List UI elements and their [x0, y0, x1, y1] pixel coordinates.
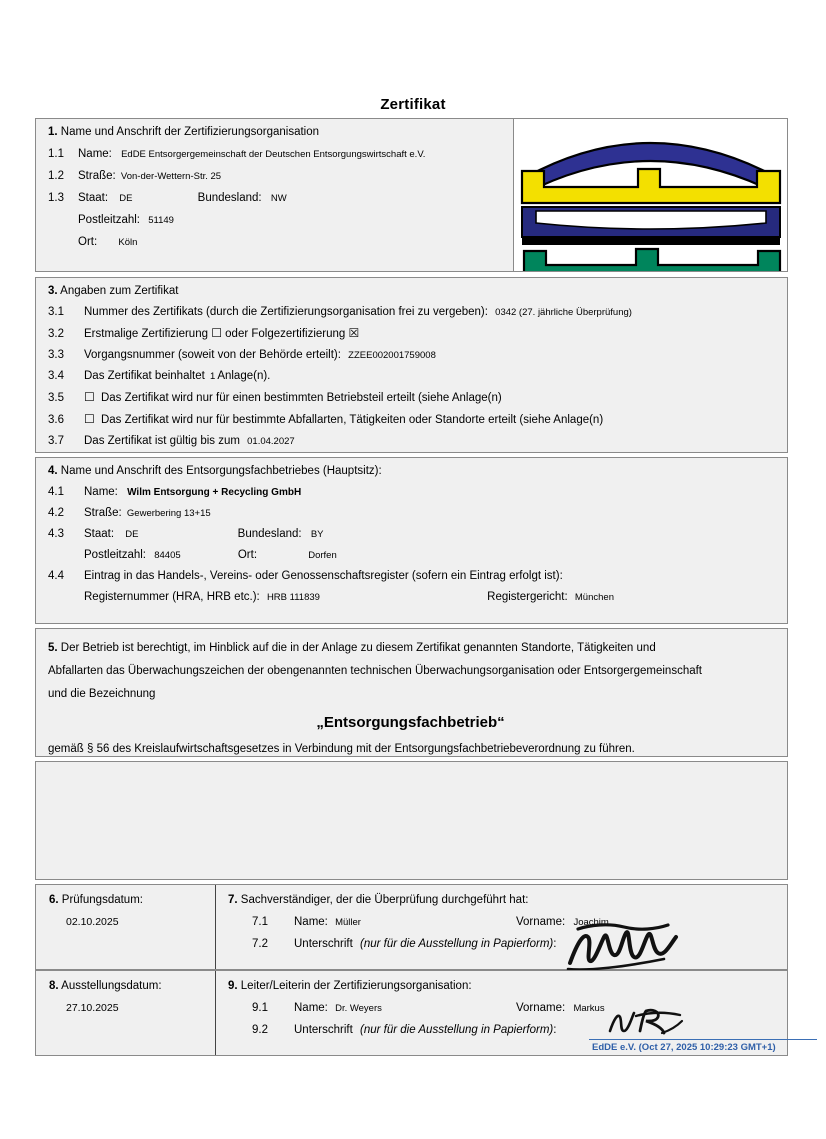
section-9-heading: [228, 980, 472, 992]
section-3-heading-text: Angaben zum Zertifikat: [57, 285, 179, 297]
row-4-4-label: Eintrag in das Handels-, Vereins- oder Genossenschaftsregister (sofern ein Eintrag erfolgt ist):: [84, 570, 563, 582]
issue-date-value: 27.10.2025: [66, 1002, 119, 1014]
row-7-2: [252, 938, 556, 950]
checkbox-specific-operating-part[interactable]: ☐: [84, 390, 95, 404]
director-name-label: Name:: [294, 1002, 328, 1014]
row-1-2: [48, 170, 425, 182]
row-1-2-number: 1.2: [48, 170, 64, 182]
section-4-heading-text: Name und Anschrift des Entsorgungsfachbetriebes (Hauptsitz):: [57, 465, 382, 477]
digital-signature-stamp: EdDE e.V. (Oct 27, 2025 10:29:23 GMT+1): [592, 1042, 776, 1053]
section-3-number: 3.: [48, 285, 58, 297]
row-3-1-value: 0342 (27. jährliche Überprüfung): [495, 307, 632, 318]
section-5-line-1-text: Der Betrieb ist berechtigt, im Hinblick auf die in der Anlage zu diesem Zertifikat genannten Standorte, Tätigkeiten und: [57, 642, 656, 654]
row-3-1: [48, 306, 787, 318]
expert-signature-note: (nur für die Ausstellung in Papierform): [360, 938, 554, 950]
row-3-1-label: Nummer des Zertifikats (durch die Zertifizierungsorganisation frei zu vergeben):: [84, 306, 488, 318]
row-3-3-value: ZZEE002001759008: [348, 350, 436, 361]
row-4-4-number: 4.4: [48, 570, 64, 582]
register-number-value: HRB 111839: [266, 592, 320, 603]
register-court-value: München: [574, 592, 614, 603]
row-3-3-label: Vorgangsnummer (soweit von der Behörde erteilt):: [84, 349, 341, 361]
row-4-3-bundesland-label: Bundesland:: [237, 528, 302, 540]
row-4-4: [48, 570, 787, 582]
row-3-6-label: Das Zertifikat wird nur für bestimmte Abfallarten, Tätigkeiten oder Standorte erteilt (siehe Anlage(n): [100, 414, 604, 426]
row-4-1-label: Name:: [84, 486, 118, 498]
row-1-3-staat-value: DE: [119, 193, 133, 204]
row-4-1-number: 4.1: [48, 486, 64, 498]
row-4-2-label: Straße:: [84, 507, 122, 519]
section-4-number: 4.: [48, 465, 58, 477]
row-4-2-number: 4.2: [48, 507, 64, 519]
section-7-heading: [228, 894, 528, 906]
row-1-2-value: Von-der-Wettern-Str. 25: [120, 171, 222, 182]
inspection-date-value: 02.10.2025: [66, 916, 119, 928]
expert-signature-label: Unterschrift: [294, 938, 353, 950]
section-6-number: 6.: [49, 894, 59, 906]
signature-divider-line: [589, 1039, 817, 1040]
row-3-7: [48, 435, 787, 447]
section-9-heading-text: Leiter/Leiterin der Zertifizierungsorganisation:: [237, 980, 472, 992]
row-4-3: [48, 528, 787, 540]
section-5-line-1: [48, 637, 773, 660]
row-1-3-bundesland-label: Bundesland:: [197, 192, 262, 204]
expert-firstname-label: Vorname:: [516, 916, 566, 928]
section-5-authorization-statement: [35, 628, 788, 757]
row-9-1: [252, 1002, 382, 1014]
row-7-1: [252, 916, 361, 928]
section-6-heading: [49, 894, 143, 906]
director-signature-note: (nur für die Ausstellung in Papierform): [360, 1024, 554, 1036]
section-4-heading: [48, 465, 787, 477]
row-3-4-count: 1: [210, 371, 216, 382]
row-4-2: [48, 507, 787, 519]
section-5-line-4: gemäß § 56 des Kreislaufwirtschaftsgesetzes in Verbindung mit der Entsorgungsfachbetriebeverordnung zu führen.: [48, 743, 635, 755]
section-8-heading: [49, 980, 162, 992]
company-plz-value: 84405: [154, 550, 181, 561]
row-4-plz-ort: [84, 549, 787, 561]
section-6-inspection-date: [36, 885, 216, 969]
row-7-1-number: 7.1: [252, 916, 268, 928]
director-handwritten-signature: [606, 1007, 692, 1037]
row-9-1-number: 9.1: [252, 1002, 268, 1014]
row-3-5-label: Das Zertifikat wird nur für einen bestimmten Betriebsteil erteilt (siehe Anlage(n): [100, 392, 502, 404]
row-4-register: [84, 591, 787, 603]
director-signature-colon: :: [553, 1024, 557, 1036]
company-ort-label: Ort:: [237, 549, 258, 561]
row-1-3-staat-label: Staat:: [78, 192, 109, 204]
director-firstname-label: Vorname:: [516, 1002, 566, 1014]
row-3-4-number: 3.4: [48, 370, 64, 382]
section-6-label: Prüfungsdatum:: [58, 894, 143, 906]
plz-value: 51149: [148, 215, 174, 226]
edde-logo-icon: [514, 119, 787, 271]
section-7-heading-text: Sachverständiger, der die Überprüfung durchgeführt hat:: [237, 894, 529, 906]
section-3-heading: [48, 285, 787, 297]
section-1-certifying-organisation: [35, 118, 788, 272]
section-9-number: 9.: [228, 980, 238, 992]
director-firstname-value: Markus: [573, 1003, 605, 1014]
plz-label: Postleitzahl:: [78, 214, 141, 226]
row-1-3-bundesland-value: NW: [270, 193, 287, 204]
row-3-4-suffix: Anlage(n).: [217, 370, 271, 382]
expert-handwritten-signature: [564, 919, 694, 971]
section-8-label: Ausstellungsdatum:: [58, 980, 162, 992]
section-4-company-address: [35, 457, 788, 624]
section-3-certificate-details: [35, 277, 788, 453]
row-9-2-number: 9.2: [252, 1024, 268, 1036]
director-signature-label: Unterschrift: [294, 1024, 353, 1036]
row-3-2-first-cert-label: Erstmalige Zertifizierung: [84, 328, 208, 340]
row-3-7-number: 3.7: [48, 435, 64, 447]
checkbox-follow-certification[interactable]: ☒: [348, 326, 360, 340]
expert-name-value: Müller: [335, 917, 361, 928]
director-name-value: Dr. Weyers: [335, 1003, 382, 1014]
row-4-1: [48, 486, 787, 498]
row-3-3-number: 3.3: [48, 349, 64, 361]
ort-value: Köln: [118, 237, 138, 248]
row-3-6-number: 3.6: [48, 414, 64, 426]
section-9-director: [216, 971, 787, 1055]
register-court-label: Registergericht:: [487, 591, 568, 603]
row-1-3-number: 1.3: [48, 192, 64, 204]
row-9-1-vorname: [516, 1002, 605, 1014]
section-7-number: 7.: [228, 894, 238, 906]
section-6-7-inspection: [35, 884, 788, 970]
row-1-1-label: Name:: [78, 148, 112, 160]
page-title: Zertifikat: [380, 96, 446, 113]
row-3-2-follow-cert-label: oder Folgezertifizierung: [225, 328, 346, 340]
section-8-issue-date: [36, 971, 216, 1055]
row-3-4: [48, 370, 787, 382]
row-3-4-prefix: Das Zertifikat beinhaltet: [84, 370, 205, 382]
blank-notes-area: [35, 761, 788, 880]
row-3-6: [48, 413, 787, 426]
company-street: Gewerbering 13+15: [126, 508, 211, 519]
company-name: Wilm Entsorgung + Recycling GmbH: [127, 487, 302, 498]
section-1-heading-text: Name und Anschrift der Zertifizierungsorganisation: [57, 126, 320, 138]
row-3-7-label: Das Zertifikat ist gültig bis zum: [84, 435, 240, 447]
section-1-text-block: [48, 126, 425, 258]
row-1-2-label: Straße:: [78, 170, 116, 182]
company-ort-value: Dorfen: [308, 550, 337, 561]
row-1-1: [48, 148, 425, 160]
row-4-3-staat-label: Staat:: [84, 528, 115, 540]
expert-signature-colon: :: [553, 938, 557, 950]
checkbox-specific-waste-types[interactable]: ☐: [84, 412, 95, 426]
row-3-2-number: 3.2: [48, 328, 64, 340]
row-3-5: [48, 391, 787, 404]
row-9-2: [252, 1024, 556, 1036]
row-1-1-number: 1.1: [48, 148, 64, 160]
expert-name-label: Name:: [294, 916, 328, 928]
row-3-1-number: 3.1: [48, 306, 64, 318]
row-4-3-number: 4.3: [48, 528, 64, 540]
expert-firstname-value: Joachim: [573, 917, 609, 928]
section-8-9-issuance: [35, 970, 788, 1056]
section-1-number: 1.: [48, 126, 58, 138]
company-country: DE: [125, 529, 139, 540]
row-3-7-valid-until: 01.04.2027: [247, 436, 295, 447]
register-number-label: Registernummer (HRA, HRB etc.):: [84, 591, 260, 603]
row-1-plz: [78, 214, 425, 226]
section-8-number: 8.: [49, 980, 59, 992]
section-5-line-3: und die Bezeichnung: [48, 688, 156, 700]
row-3-5-number: 3.5: [48, 392, 64, 404]
section-1-heading: [48, 126, 425, 138]
row-1-ort: [78, 236, 425, 248]
row-3-3: [48, 349, 787, 361]
section-7-expert: [216, 885, 787, 969]
edde-logo-panel: [513, 119, 787, 271]
section-5-number: 5.: [48, 642, 58, 654]
row-1-3: [48, 192, 425, 204]
section-5-line-2: Abfallarten das Überwachungszeichen der obengenannten technischen Überwachungsorganisation oder Entsorgergemeinschaft: [48, 665, 703, 677]
row-3-2: [48, 327, 787, 340]
ort-label: Ort:: [78, 236, 98, 248]
company-state: BY: [310, 529, 324, 540]
row-1-1-value: EdDE Entsorgergemeinschaft der Deutschen Entsorgungswirtschaft e.V.: [121, 149, 426, 160]
checkbox-first-certification[interactable]: ☐: [211, 326, 222, 340]
row-7-2-number: 7.2: [252, 938, 268, 950]
company-plz-label: Postleitzahl:: [84, 549, 147, 561]
section-5-emphasis: „Entsorgungsfachbetrieb“: [316, 714, 505, 731]
